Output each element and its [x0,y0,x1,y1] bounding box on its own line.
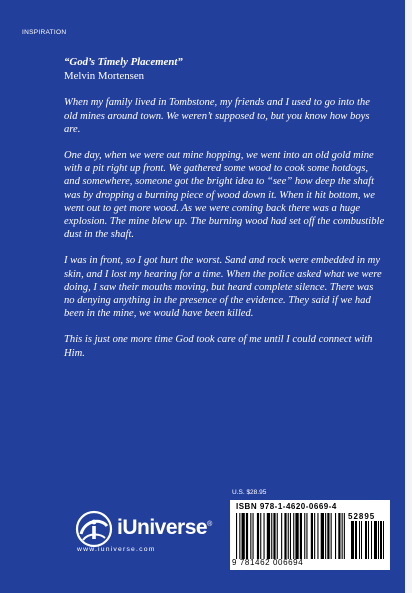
story-title: “God’s Timely Placement” [64,56,183,68]
story-paragraph: This is just one more time God took care of me until I could connect with Him. [64,334,373,359]
trademark-symbol: ® [207,521,212,528]
category-label: INSPIRATION [22,29,67,36]
story-paragraph: I was in front, so I got hurt the worst. Sand and rock were embedded in my skin, and I lost my hearing for a time. When the police asked what we were doing, I saw their mouths moving, but heard complete silence. There was no denying anything in the presence of the evidence. They said if we had been in the mine, we would have been killed. [64,255,382,320]
publisher-name-text: iUniverse [117,516,208,539]
price-label: U.S. $28.95 [232,489,267,496]
barcode-bars [236,513,386,559]
publisher-logo [75,510,235,560]
isbn-barcode [230,500,390,570]
iuniverse-swirl-icon [75,510,113,548]
story-author: Melvin Mortensen [64,70,145,83]
barcode-price-code: 52895 [348,512,376,521]
page-edge [405,0,412,593]
story-paragraph: When my family lived in Tombstone, my friends and I used to go into the old mines around town. We weren’t supposed to, but you know how boys are. [64,97,370,135]
story-paragraph: One day, when we were out mine hopping, we went into an old gold mine with a pit right up front. We gathered some wood to cook some hotdogs, and somewhere, someone got the bright idea to “see” how deep the shaft was by dropping a burning piece of wood down it. When it hit bottom, we went out to get more wood. As we were coming back there was a huge explosion. The mine blew up. The burning wood had set off the combustible dust in the shaft. [64,150,385,241]
ean-digits: 9 781462 006694 [232,558,304,567]
publisher-name [117,516,212,540]
isbn-number: ISBN 978-1-4620-0669-4 [236,502,337,511]
publisher-url: www.iuniverse.com [77,546,156,553]
blurb-block [64,56,386,373]
story-text [64,96,386,359]
